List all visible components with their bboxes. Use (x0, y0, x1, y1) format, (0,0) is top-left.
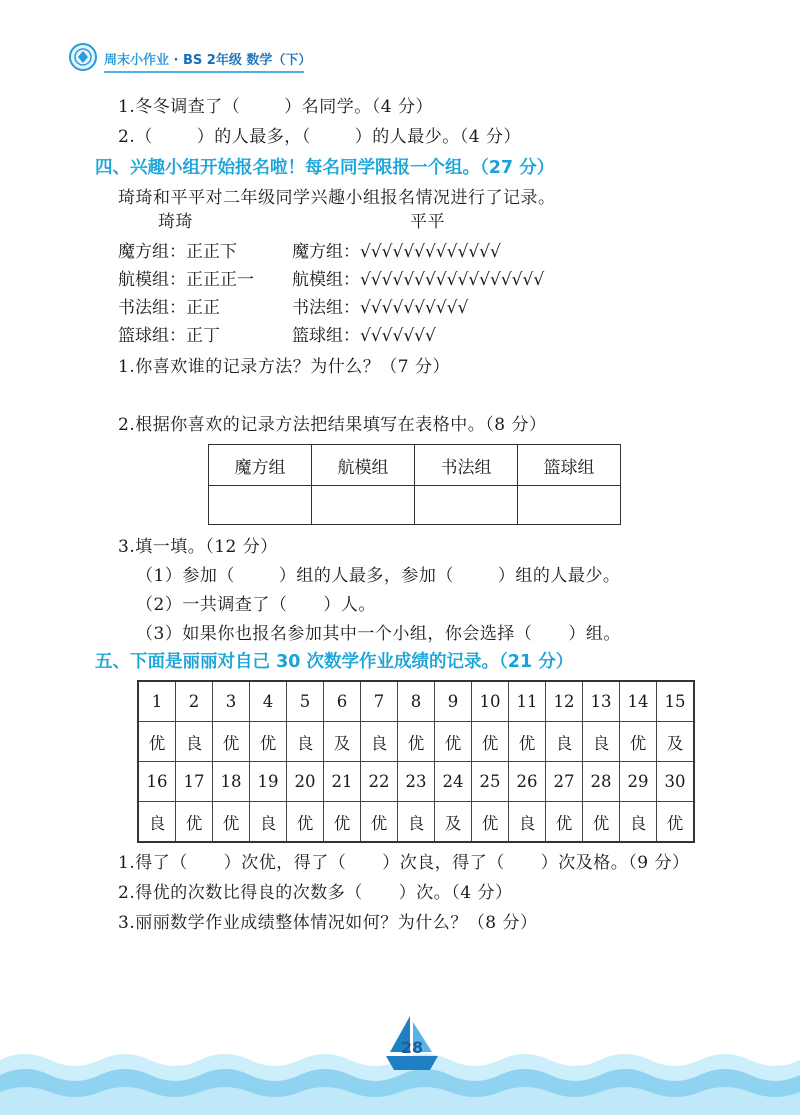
score-grade-cell: 优 (324, 802, 361, 843)
score-number-cell: 24 (435, 762, 472, 802)
score-grade-cell: 优 (435, 722, 472, 762)
score-grade-cell: 良 (361, 722, 398, 762)
score-grade-cell: 良 (176, 722, 213, 762)
qiqi-record: 魔方组：正正下 (118, 242, 237, 262)
score-grade-cell: 良 (583, 722, 620, 762)
section4-intro: 琦琦和平平对二年级同学兴趣小组报名情况进行了记录。 (118, 188, 556, 208)
score-number-cell: 1 (138, 681, 176, 722)
score-number-cell: 22 (361, 762, 398, 802)
table-answer-cell[interactable] (518, 486, 621, 525)
section4-title: 四、兴趣小组开始报名啦！每名同学限报一个组。（27 分） (95, 158, 555, 178)
score-grade-cell: 良 (250, 802, 287, 843)
score-number-cell: 28 (583, 762, 620, 802)
sun-logo-icon (66, 40, 100, 74)
score-grade-cell: 优 (657, 802, 695, 843)
score-number-cell: 27 (546, 762, 583, 802)
score-number-cell: 16 (138, 762, 176, 802)
score-grade-cell: 良 (509, 802, 546, 843)
score-number-cell: 26 (509, 762, 546, 802)
score-grade-cell: 优 (213, 722, 250, 762)
table-header-cell: 书法组 (415, 445, 518, 486)
table-header-cell: 魔方组 (209, 445, 312, 486)
score-grade-cell: 优 (176, 802, 213, 843)
score-number-cell: 20 (287, 762, 324, 802)
score-number-cell: 10 (472, 681, 509, 722)
pingping-record: 书法组：√√√√√√√√√√ (292, 298, 469, 318)
pingping-label: 平平 (410, 212, 445, 232)
table-header-cell: 航模组 (312, 445, 415, 486)
score-number-cell: 30 (657, 762, 695, 802)
score-number-cell: 15 (657, 681, 695, 722)
score-grade-cell: 及 (435, 802, 472, 843)
score-grade-cell: 优 (472, 802, 509, 843)
page-number: 28 (400, 1038, 424, 1057)
pingping-record: 篮球组：√√√√√√√ (292, 326, 436, 346)
score-grade-cell: 优 (472, 722, 509, 762)
section4-question-3-2: （2）一共调查了（ ）人。 (136, 595, 376, 615)
qiqi-record: 篮球组：正丁 (118, 326, 220, 346)
score-grade-cell: 优 (398, 722, 435, 762)
score-number-cell: 8 (398, 681, 435, 722)
score-number-cell: 13 (583, 681, 620, 722)
table-answer-cell[interactable] (415, 486, 518, 525)
score-grade-cell: 及 (657, 722, 695, 762)
section5-question-1: 1.得了（ ）次优，得了（ ）次良，得了（ ）次及格。（9 分） (118, 853, 690, 873)
header-divider (104, 71, 304, 73)
score-number-cell: 5 (287, 681, 324, 722)
score-number-cell: 2 (176, 681, 213, 722)
pingping-record: 航模组：√√√√√√√√√√√√√√√√√ (292, 270, 545, 290)
score-number-cell: 9 (435, 681, 472, 722)
score-grade-cell: 优 (620, 722, 657, 762)
table-answer-cell[interactable] (209, 486, 312, 525)
score-number-cell: 23 (398, 762, 435, 802)
score-grade-cell: 优 (583, 802, 620, 843)
table-answer-cell[interactable] (312, 486, 415, 525)
score-number-cell: 18 (213, 762, 250, 802)
score-number-cell: 11 (509, 681, 546, 722)
score-grade-cell: 优 (509, 722, 546, 762)
score-number-cell: 29 (620, 762, 657, 802)
qiqi-record: 书法组：正正 (118, 298, 220, 318)
qiqi-record: 航模组：正正正一 (118, 270, 254, 290)
score-grade-cell: 优 (546, 802, 583, 843)
section5-title: 五、下面是丽丽对自己 30 次数学作业成绩的记录。（21 分） (95, 652, 574, 672)
score-grade-cell: 优 (213, 802, 250, 843)
score-grade-cell: 良 (620, 802, 657, 843)
score-number-cell: 17 (176, 762, 213, 802)
score-grade-cell: 良 (138, 802, 176, 843)
score-number-cell: 3 (213, 681, 250, 722)
header-edition: · BS 2年级 数学（下） (173, 52, 312, 68)
score-number-cell: 19 (250, 762, 287, 802)
qiqi-label: 琦琦 (158, 212, 193, 232)
score-grade-cell: 良 (287, 722, 324, 762)
prev-question-1: 1.冬冬调查了（ ）名同学。（4 分） (118, 97, 433, 117)
score-number-cell: 25 (472, 762, 509, 802)
section4-question-2: 2.根据你喜欢的记录方法把结果填写在表格中。（8 分） (118, 415, 547, 435)
pingping-record: 魔方组：√√√√√√√√√√√√√ (292, 242, 501, 262)
score-number-cell: 21 (324, 762, 361, 802)
score-grade-cell: 良 (398, 802, 435, 843)
page-header (70, 46, 311, 70)
prev-question-2: 2.（ ）的人最多，（ ）的人最少。（4 分） (118, 127, 521, 147)
score-number-cell: 14 (620, 681, 657, 722)
header-brand: 周末小作业 (104, 52, 170, 68)
section5-question-3: 3.丽丽数学作业成绩整体情况如何？为什么？（8 分） (118, 913, 538, 933)
table-header-cell: 篮球组 (518, 445, 621, 486)
score-grade-cell: 优 (361, 802, 398, 843)
score-record-table (137, 680, 695, 843)
score-number-cell: 7 (361, 681, 398, 722)
score-grade-cell: 优 (138, 722, 176, 762)
section4-question-3-3: （3）如果你也报名参加其中一个小组，你会选择（ ）组。 (136, 624, 621, 644)
score-grade-cell: 优 (287, 802, 324, 843)
score-number-cell: 6 (324, 681, 361, 722)
score-grade-cell: 良 (546, 722, 583, 762)
score-grade-cell: 及 (324, 722, 361, 762)
group-count-table (208, 444, 621, 525)
section4-question-3: 3.填一填。（12 分） (118, 537, 278, 557)
score-grade-cell: 优 (250, 722, 287, 762)
score-number-cell: 12 (546, 681, 583, 722)
score-number-cell: 4 (250, 681, 287, 722)
section4-question-3-1: （1）参加（ ）组的人最多，参加（ ）组的人最少。 (136, 566, 621, 586)
section4-question-1: 1.你喜欢谁的记录方法？为什么？（7 分） (118, 357, 450, 377)
section5-question-2: 2.得优的次数比得良的次数多（ ）次。（4 分） (118, 883, 513, 903)
